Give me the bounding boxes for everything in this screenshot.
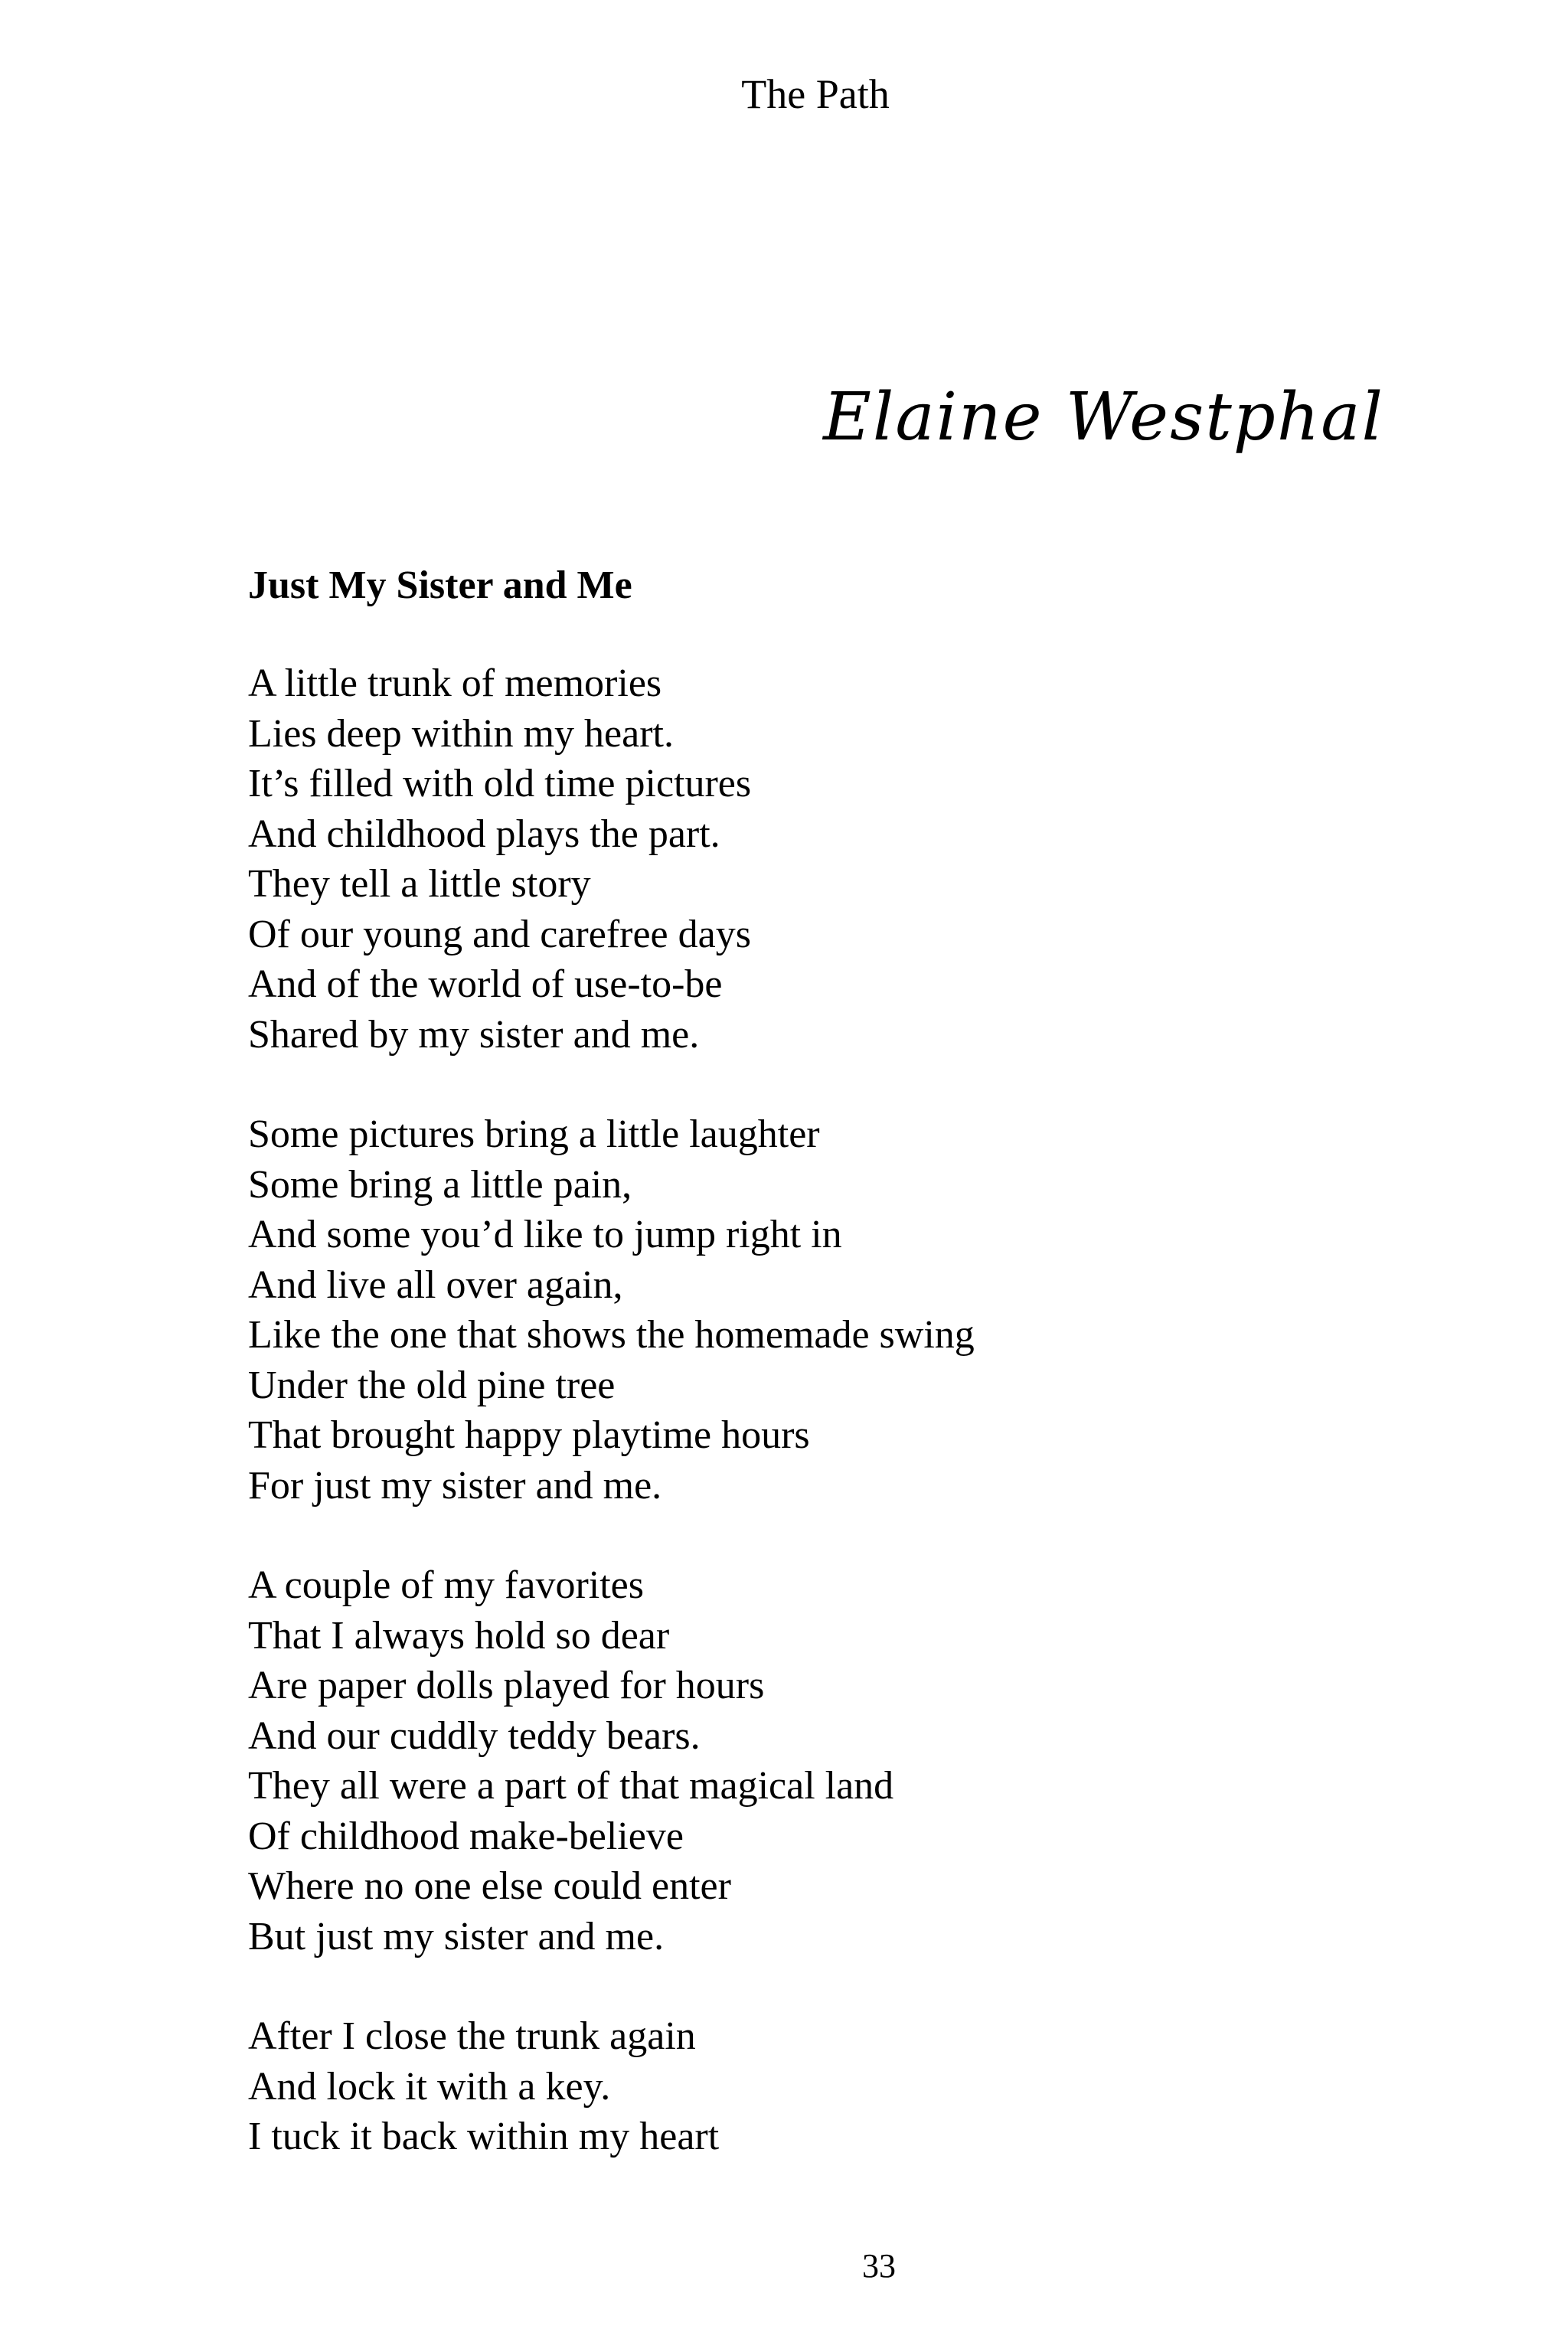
poem-line: Some pictures bring a little laughter: [248, 1112, 820, 1156]
poem-line: It’s filled with old time pictures: [248, 762, 752, 805]
poem-body: [248, 658, 975, 2212]
poem-line: A couple of my favorites: [248, 1563, 644, 1607]
poem-line: After I close the trunk again: [248, 2014, 696, 2058]
running-header: The Path: [741, 71, 890, 117]
stanza-3: [248, 1560, 975, 1962]
poem-line: And our cuddly teddy bears.: [248, 1713, 701, 1758]
poem-line: That I always hold so dear: [248, 1613, 670, 1658]
poem-title: Just My Sister and Me: [248, 564, 632, 607]
poem-line: They tell a little story: [248, 862, 591, 906]
poem-line: I tuck it back within my heart: [248, 2115, 720, 2158]
poem-line: Under the old pine tree: [248, 1363, 616, 1407]
poem-line: And childhood plays the part.: [248, 812, 720, 856]
poem-line: For just my sister and me.: [248, 1463, 662, 1508]
poem-line: And live all over again,: [248, 1263, 623, 1307]
poem-line: But just my sister and me.: [248, 1914, 665, 1958]
poem-line: Some bring a little pain,: [248, 1162, 632, 1207]
poem-line: Where no one else could enter: [248, 1864, 731, 1908]
poem-line: They all were a part of that magical land: [248, 1764, 894, 1808]
poem-line: That brought happy playtime hours: [248, 1413, 810, 1457]
stanza-4: [248, 2011, 975, 2162]
stanza-2: [248, 1109, 975, 1511]
author-name: Elaine Westphal: [823, 379, 1384, 456]
poem-line: Shared by my sister and me.: [248, 1012, 700, 1057]
poem-line: And of the world of use-to-be: [248, 962, 723, 1006]
poem-line: Lies deep within my heart.: [248, 711, 674, 756]
stanza-1: [248, 658, 975, 1060]
poem-line: Of our young and carefree days: [248, 912, 751, 956]
poem-line: Are paper dolls played for hours: [248, 1664, 765, 1707]
poem-line: A little trunk of memories: [248, 662, 662, 705]
poem-line: And some you’d like to jump right in: [248, 1213, 842, 1256]
page-number: 33: [862, 2247, 896, 2285]
poem-line: Like the one that shows the homemade swing: [248, 1313, 975, 1357]
poem-line: And lock it with a key.: [248, 2064, 611, 2109]
poem-line: Of childhood make-believe: [248, 1814, 684, 1858]
